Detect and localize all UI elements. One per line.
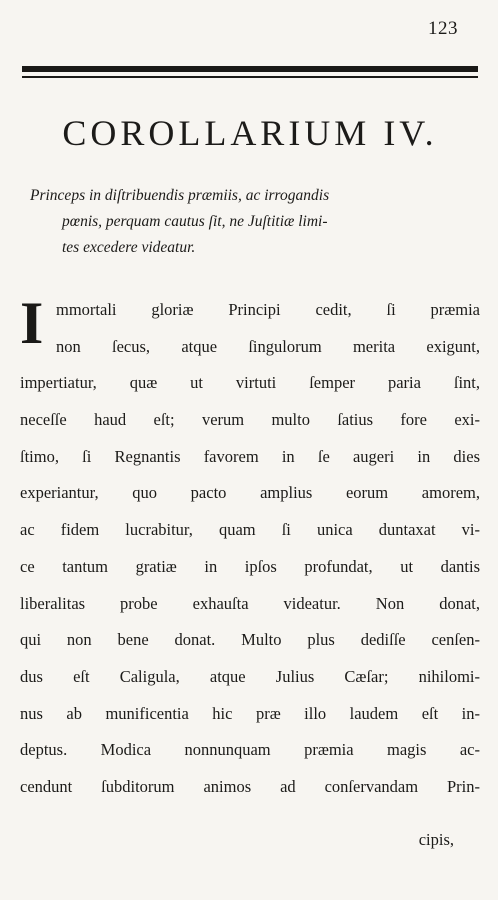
body-line: nus ab munificentia hic præ illo laudem eſt in- [20, 703, 480, 723]
header-rule-thin [22, 76, 478, 78]
summary-line: Princeps in diſtribuendis præmiis, ac irrogandis [30, 187, 330, 204]
summary-line: tes excedere videatur. [62, 239, 196, 256]
section-heading: COROLLARIUM IV. [62, 113, 438, 153]
body-line: neceſſe haud eſt; verum multo ſatius fore exi- [20, 410, 480, 430]
body-line: ſtimo, ſi Regnantis favorem in ſe augeri in dies [20, 446, 480, 466]
body-line: impertiatur, quæ ut virtuti ſemper paria ſint, [20, 373, 480, 393]
body-line: deptus. Modica nonnunquam præmia magis ac- [20, 740, 480, 760]
body-line: liberalitas probe exhauſta videatur. Non donat, [20, 593, 480, 613]
body-line: mmortali gloriæ Principi cedit, ſi præmia [56, 300, 480, 319]
body-line: experiantur, quo pacto amplius eorum amorem, [20, 483, 480, 503]
body-line: ac fidem lucrabitur, quam ſi unica duntaxat vi- [20, 520, 480, 540]
page-number: 123 [428, 18, 458, 39]
drop-cap: I [20, 290, 44, 356]
catchword: cipis, [418, 830, 454, 849]
body-line: ce tantum gratiæ in ipſos profundat, ut dantis [20, 556, 480, 576]
section-summary [30, 183, 480, 261]
body-line: dus eſt Caligula, atque Julius Cæſar; nihilomi- [20, 666, 480, 686]
body-paragraph [20, 292, 480, 806]
body-line: non ſecus, atque ſingulorum merita exigunt, [56, 336, 480, 356]
header-rule-thick [22, 66, 478, 72]
body-line: qui non bene donat. Multo plus dediſſe cenſen- [20, 630, 480, 650]
summary-line: pœnis, perquam cautus ſit, ne Juſtitiæ limi- [62, 213, 328, 230]
body-line: cendunt ſubditorum animos ad conſervandam Prin- [20, 776, 480, 796]
